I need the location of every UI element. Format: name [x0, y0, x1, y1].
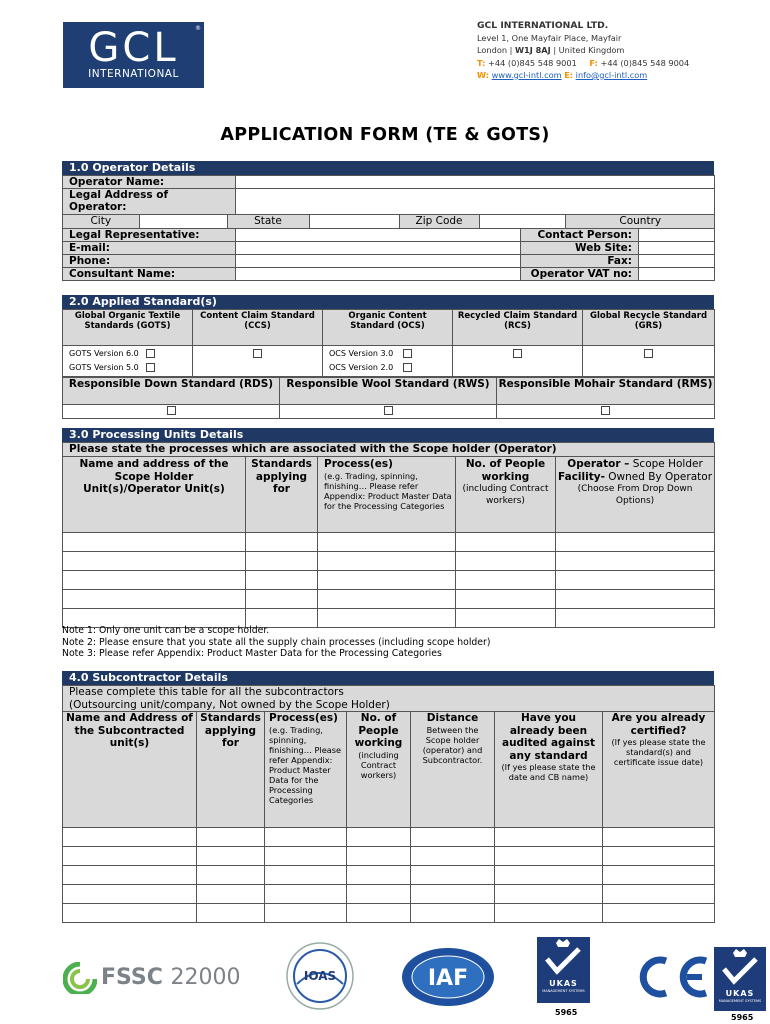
- sub-certified-cell[interactable]: [603, 904, 715, 923]
- sub-process-cell[interactable]: [265, 904, 347, 923]
- phone-fax-line: [477, 57, 689, 69]
- col-sub-people: [347, 712, 411, 828]
- gots-v5-checkbox[interactable]: [146, 363, 155, 372]
- processing-units-table: [62, 442, 715, 628]
- rms-option: [497, 405, 715, 419]
- col-audited-note: (If yes please state the date and CB name): [501, 762, 596, 782]
- subcontractor-table: [62, 685, 715, 923]
- state-label: State: [227, 215, 309, 228]
- address-line-2: [477, 44, 689, 56]
- rcs-header: Recycled Claim Standard (RCS): [453, 310, 583, 346]
- consultant-name-label: Consultant Name:: [63, 268, 236, 281]
- sub-distance-cell[interactable]: [411, 828, 495, 847]
- col-people-note: (including Contract workers): [462, 484, 549, 506]
- ocs-v2-label: OCS Version 2.0: [329, 363, 394, 372]
- table-row: [63, 590, 715, 609]
- rms-header: Responsible Mohair Standard (RMS): [497, 378, 715, 405]
- section-operator-details: [62, 161, 714, 281]
- col-op-d: Owned By Operator: [608, 470, 713, 483]
- fssc-swirl-icon: [63, 962, 97, 994]
- sub-people-cell[interactable]: [347, 885, 411, 904]
- grs-header: Global Recycle Standard (GRS): [583, 310, 715, 346]
- sub-audited-cell[interactable]: [495, 904, 603, 923]
- ukas-logo-1: [537, 937, 590, 1003]
- section-4-instruction-2: (Outsourcing unit/company, Not owned by the Scope Holder): [69, 698, 390, 711]
- address-city: London |: [477, 45, 513, 56]
- sub-standards-cell[interactable]: [197, 885, 265, 904]
- web-site-field[interactable]: [639, 242, 715, 255]
- company-info: [477, 20, 689, 81]
- process-cell[interactable]: [318, 590, 456, 609]
- col-standards: Standards applying for: [246, 457, 318, 533]
- section-subcontractor-details: [62, 671, 714, 923]
- people-cell[interactable]: [456, 590, 556, 609]
- col-distance-note: Between the Scope holder (operator) and Subcontractor.: [422, 724, 483, 765]
- col-people-title: No. of People working: [465, 458, 546, 483]
- sub-audited-cell[interactable]: [495, 885, 603, 904]
- legal-address-field[interactable]: [236, 189, 715, 215]
- fax-label: F:: [589, 57, 598, 68]
- contact-person-field[interactable]: [639, 229, 715, 242]
- section-processing-units: [62, 428, 714, 628]
- ukas-2-word: UKAS: [725, 989, 755, 998]
- ukas-1-word: UKAS: [549, 979, 578, 988]
- section-1-heading: 1.0 Operator Details: [62, 161, 714, 175]
- table-row: [63, 847, 715, 866]
- logo-main-text: GCL: [88, 25, 179, 71]
- email-field[interactable]: [236, 242, 521, 255]
- ocs-header: Organic Content Standard (OCS): [323, 310, 453, 346]
- table-row: [63, 533, 715, 552]
- col-audited-title: Have you already been audited against any standard: [501, 712, 596, 762]
- unit-name-cell[interactable]: [63, 552, 246, 571]
- col-sub-processes-title: Process(es): [269, 712, 338, 724]
- ukas-logo-2: [714, 947, 766, 1011]
- table-row: [63, 828, 715, 847]
- operator-name-label: Operator Name:: [63, 176, 236, 189]
- rms-checkbox[interactable]: [601, 406, 610, 415]
- section-3-notes: [62, 625, 490, 660]
- ioas-logo: [283, 940, 357, 1012]
- table-row: [63, 866, 715, 885]
- col-op-a: Operator –: [567, 458, 630, 470]
- fssc-text: [101, 962, 241, 994]
- address-country: | United Kingdom: [553, 45, 625, 56]
- ocs-versions: [323, 346, 453, 377]
- web-site-label: Web Site:: [521, 242, 639, 255]
- table-row: [63, 885, 715, 904]
- sub-audited-cell[interactable]: [495, 847, 603, 866]
- sub-name-cell[interactable]: [63, 885, 197, 904]
- facility-cell[interactable]: [556, 571, 715, 590]
- sub-people-cell[interactable]: [347, 866, 411, 885]
- gots-v6-checkbox[interactable]: [146, 349, 155, 358]
- col-certified: [603, 712, 715, 828]
- sub-name-cell[interactable]: [63, 904, 197, 923]
- ukas-2-number: 5965: [731, 1013, 754, 1022]
- rds-checkbox[interactable]: [167, 406, 176, 415]
- gots-v5-option: [69, 361, 186, 375]
- grs-option: [583, 346, 715, 377]
- state-field[interactable]: [309, 215, 399, 228]
- rws-option: [280, 405, 497, 419]
- sub-distance-cell[interactable]: [411, 847, 495, 866]
- tel-number: +44 (0)845 548 9001: [488, 57, 577, 68]
- section-3-instruction: Please state the processes which are associated with the Scope holder (Operator): [63, 443, 715, 457]
- gcl-logo: [63, 22, 204, 88]
- table-row: [63, 552, 715, 571]
- operator-details-table: [62, 175, 715, 281]
- unit-name-cell[interactable]: [63, 571, 246, 590]
- col-subcontractor-name: Name and Address of the Subcontracted unit(s): [63, 712, 197, 828]
- page-title: APPLICATION FORM (TE & GOTS): [220, 125, 550, 145]
- table-row: [63, 571, 715, 590]
- facility-cell[interactable]: [556, 533, 715, 552]
- ocs-v2-option: [329, 361, 446, 375]
- operator-name-field[interactable]: [236, 176, 715, 189]
- contact-person-label: Contact Person:: [521, 229, 639, 242]
- process-cell[interactable]: [318, 533, 456, 552]
- col-op-note: (Choose From Drop Down Options): [577, 484, 693, 506]
- ukas-2-crown-tick-icon: [714, 947, 766, 987]
- ukas-1-sub: MANAGEMENT SYSTEMS: [542, 989, 585, 993]
- section-4-heading: 4.0 Subcontractor Details: [62, 671, 714, 685]
- sub-certified-cell[interactable]: [603, 828, 715, 847]
- operator-vat-label: Operator VAT no:: [521, 268, 639, 281]
- standards-cell[interactable]: [246, 571, 318, 590]
- sub-process-cell[interactable]: [265, 885, 347, 904]
- sub-audited-cell[interactable]: [495, 828, 603, 847]
- ukas-2-sub: MANAGEMENT SYSTEMS: [718, 999, 762, 1003]
- sub-people-cell[interactable]: [347, 828, 411, 847]
- sub-people-cell[interactable]: [347, 847, 411, 866]
- iaf-logo: [400, 946, 496, 1008]
- gots-header: Global Organic Textile Standards (GOTS): [63, 310, 193, 346]
- legal-address-label: Legal Address of Operator:: [63, 189, 236, 215]
- sub-certified-cell[interactable]: [603, 847, 715, 866]
- col-certified-note: (If yes please state the standard(s) and certificate issue date): [611, 737, 706, 767]
- city-field[interactable]: [139, 215, 227, 228]
- sub-standards-cell[interactable]: [197, 904, 265, 923]
- rds-header: Responsible Down Standard (RDS): [63, 378, 280, 405]
- zip-code-field[interactable]: [479, 215, 565, 228]
- sub-people-cell[interactable]: [347, 904, 411, 923]
- ocs-v2-checkbox[interactable]: [403, 363, 412, 372]
- sub-certified-cell[interactable]: [603, 866, 715, 885]
- company-name: GCL INTERNATIONAL LTD.: [477, 20, 609, 31]
- rcs-option: [453, 346, 583, 377]
- section-3-heading: 3.0 Processing Units Details: [62, 428, 714, 442]
- section-2-heading: 2.0 Applied Standard(s): [62, 295, 714, 309]
- col-sub-people-title: No. of People working: [354, 712, 403, 749]
- col-sub-processes-note: (e.g. Trading, spinning, finishing… Please refer Appendix: Product Master Data for the Processing Categories: [269, 724, 342, 805]
- tel-label: T:: [477, 57, 486, 68]
- sub-distance-cell[interactable]: [411, 904, 495, 923]
- legal-representative-label: Legal Representative:: [63, 229, 236, 242]
- standards-cell[interactable]: [246, 533, 318, 552]
- facility-cell[interactable]: [556, 609, 715, 628]
- col-sub-standards: Standards applying for: [197, 712, 265, 828]
- col-operator-facility: [556, 457, 715, 533]
- rws-checkbox[interactable]: [384, 406, 393, 415]
- unit-name-cell[interactable]: [63, 590, 246, 609]
- sub-distance-cell[interactable]: [411, 866, 495, 885]
- ukas-crown-tick-icon: [537, 937, 590, 977]
- ocs-v3-label: OCS Version 3.0: [329, 349, 394, 358]
- phone-field[interactable]: [236, 255, 521, 268]
- fax-number: +44 (0)845 548 9004: [600, 57, 690, 68]
- fssc-number: 22000: [170, 965, 241, 990]
- email-link[interactable]: info@gcl-intl.com: [575, 69, 648, 80]
- sub-process-cell[interactable]: [265, 847, 347, 866]
- process-cell[interactable]: [318, 571, 456, 590]
- logo-sub-text: INTERNATIONAL: [88, 68, 179, 80]
- col-certified-title: Are you already certified?: [611, 712, 706, 737]
- people-cell[interactable]: [456, 571, 556, 590]
- fssc-word: FSSC: [101, 965, 163, 990]
- process-cell[interactable]: [318, 552, 456, 571]
- note-3: Note 3: Please refer Appendix: Product Master Data for the Processing Categories: [62, 648, 442, 660]
- facility-cell[interactable]: [556, 590, 715, 609]
- section-applied-standards: [62, 295, 714, 419]
- note-2: Note 2: Please ensure that you state all the supply chain processes (including scope holder): [62, 636, 491, 648]
- animal-standards-table: [62, 377, 715, 419]
- address-parts-row: [63, 215, 715, 228]
- col-processes-note: (e.g. Trading, spinning, finishing… Please refer Appendix: Product Master Data for the Processing Categories: [324, 470, 452, 511]
- address-line-1: Level 1, One Mayfair Place, Mayfair: [477, 33, 622, 44]
- fax-field[interactable]: [639, 255, 715, 268]
- standards-table: [62, 309, 715, 377]
- sub-process-cell[interactable]: [265, 828, 347, 847]
- rds-option: [63, 405, 280, 419]
- col-sub-processes: [265, 712, 347, 828]
- col-distance: [411, 712, 495, 828]
- email-label-field-label: E-mail:: [63, 242, 236, 255]
- note-1: Note 1: Only one unit can be a scope holder.: [62, 625, 270, 636]
- people-cell[interactable]: [456, 533, 556, 552]
- web-email-line: [477, 69, 689, 81]
- sub-name-cell[interactable]: [63, 866, 197, 885]
- country-label: Country: [565, 215, 715, 228]
- rws-header: Responsible Wool Standard (RWS): [280, 378, 497, 405]
- standards-cell[interactable]: [246, 590, 318, 609]
- operator-vat-field[interactable]: [639, 268, 715, 281]
- col-unit-name: Name and address of the Scope Holder Unit(s)/Operator Unit(s): [63, 457, 246, 533]
- ocs-v3-checkbox[interactable]: [403, 349, 412, 358]
- email-label: E:: [564, 69, 574, 80]
- ce-mark-logo: [630, 955, 716, 999]
- zip-code-label: Zip Code: [399, 215, 479, 228]
- col-distance-title: Distance: [426, 712, 479, 724]
- sub-standards-cell[interactable]: [197, 847, 265, 866]
- fax-label-cell: Fax:: [521, 255, 639, 268]
- rcs-checkbox[interactable]: [513, 349, 522, 358]
- col-processes-title: Process(es): [324, 458, 393, 470]
- phone-label: Phone:: [63, 255, 236, 268]
- col-processes: [318, 457, 456, 533]
- address-postcode: W1J 8AJ: [514, 45, 551, 56]
- ukas-1-number: 5965: [555, 1008, 578, 1017]
- col-people: [456, 457, 556, 533]
- people-cell[interactable]: [456, 552, 556, 571]
- sub-name-cell[interactable]: [63, 828, 197, 847]
- registered-mark: ®: [195, 25, 201, 32]
- ccs-header: Content Claim Standard (CCS): [193, 310, 323, 346]
- ocs-v3-option: [329, 347, 446, 361]
- facility-cell[interactable]: [556, 552, 715, 571]
- unit-name-cell[interactable]: [63, 533, 246, 552]
- gots-v6-option: [69, 347, 186, 361]
- col-op-c: Facility-: [558, 470, 605, 483]
- gots-versions: [63, 346, 193, 377]
- col-op-b: Scope Holder: [632, 458, 703, 470]
- sub-standards-cell[interactable]: [197, 866, 265, 885]
- gots-v5-label: GOTS Version 5.0: [69, 363, 139, 372]
- table-row: [63, 904, 715, 923]
- iaf-text: IAF: [427, 966, 469, 991]
- section-4-instruction: [63, 686, 715, 712]
- ce-mark-icon: [630, 955, 716, 999]
- section-4-instruction-1: Please complete this table for all the subcontractors: [69, 686, 344, 698]
- consultant-name-field[interactable]: [236, 268, 521, 281]
- sub-standards-cell[interactable]: [197, 828, 265, 847]
- website-link[interactable]: www.gcl-intl.com: [491, 69, 562, 80]
- sub-name-cell[interactable]: [63, 847, 197, 866]
- standards-cell[interactable]: [246, 552, 318, 571]
- legal-representative-field[interactable]: [236, 229, 521, 242]
- ioas-text: IOAS: [303, 969, 337, 983]
- sub-distance-cell[interactable]: [411, 885, 495, 904]
- web-label: W:: [477, 69, 490, 80]
- ccs-checkbox[interactable]: [253, 349, 262, 358]
- sub-certified-cell[interactable]: [603, 885, 715, 904]
- sub-process-cell[interactable]: [265, 866, 347, 885]
- gots-v6-label: GOTS Version 6.0: [69, 349, 139, 358]
- ccs-option: [193, 346, 323, 377]
- col-audited: [495, 712, 603, 828]
- col-sub-people-note: (including Contract workers): [358, 749, 399, 780]
- sub-audited-cell[interactable]: [495, 866, 603, 885]
- grs-checkbox[interactable]: [644, 349, 653, 358]
- fssc-22000-logo: [63, 960, 259, 996]
- city-label: City: [63, 215, 139, 228]
